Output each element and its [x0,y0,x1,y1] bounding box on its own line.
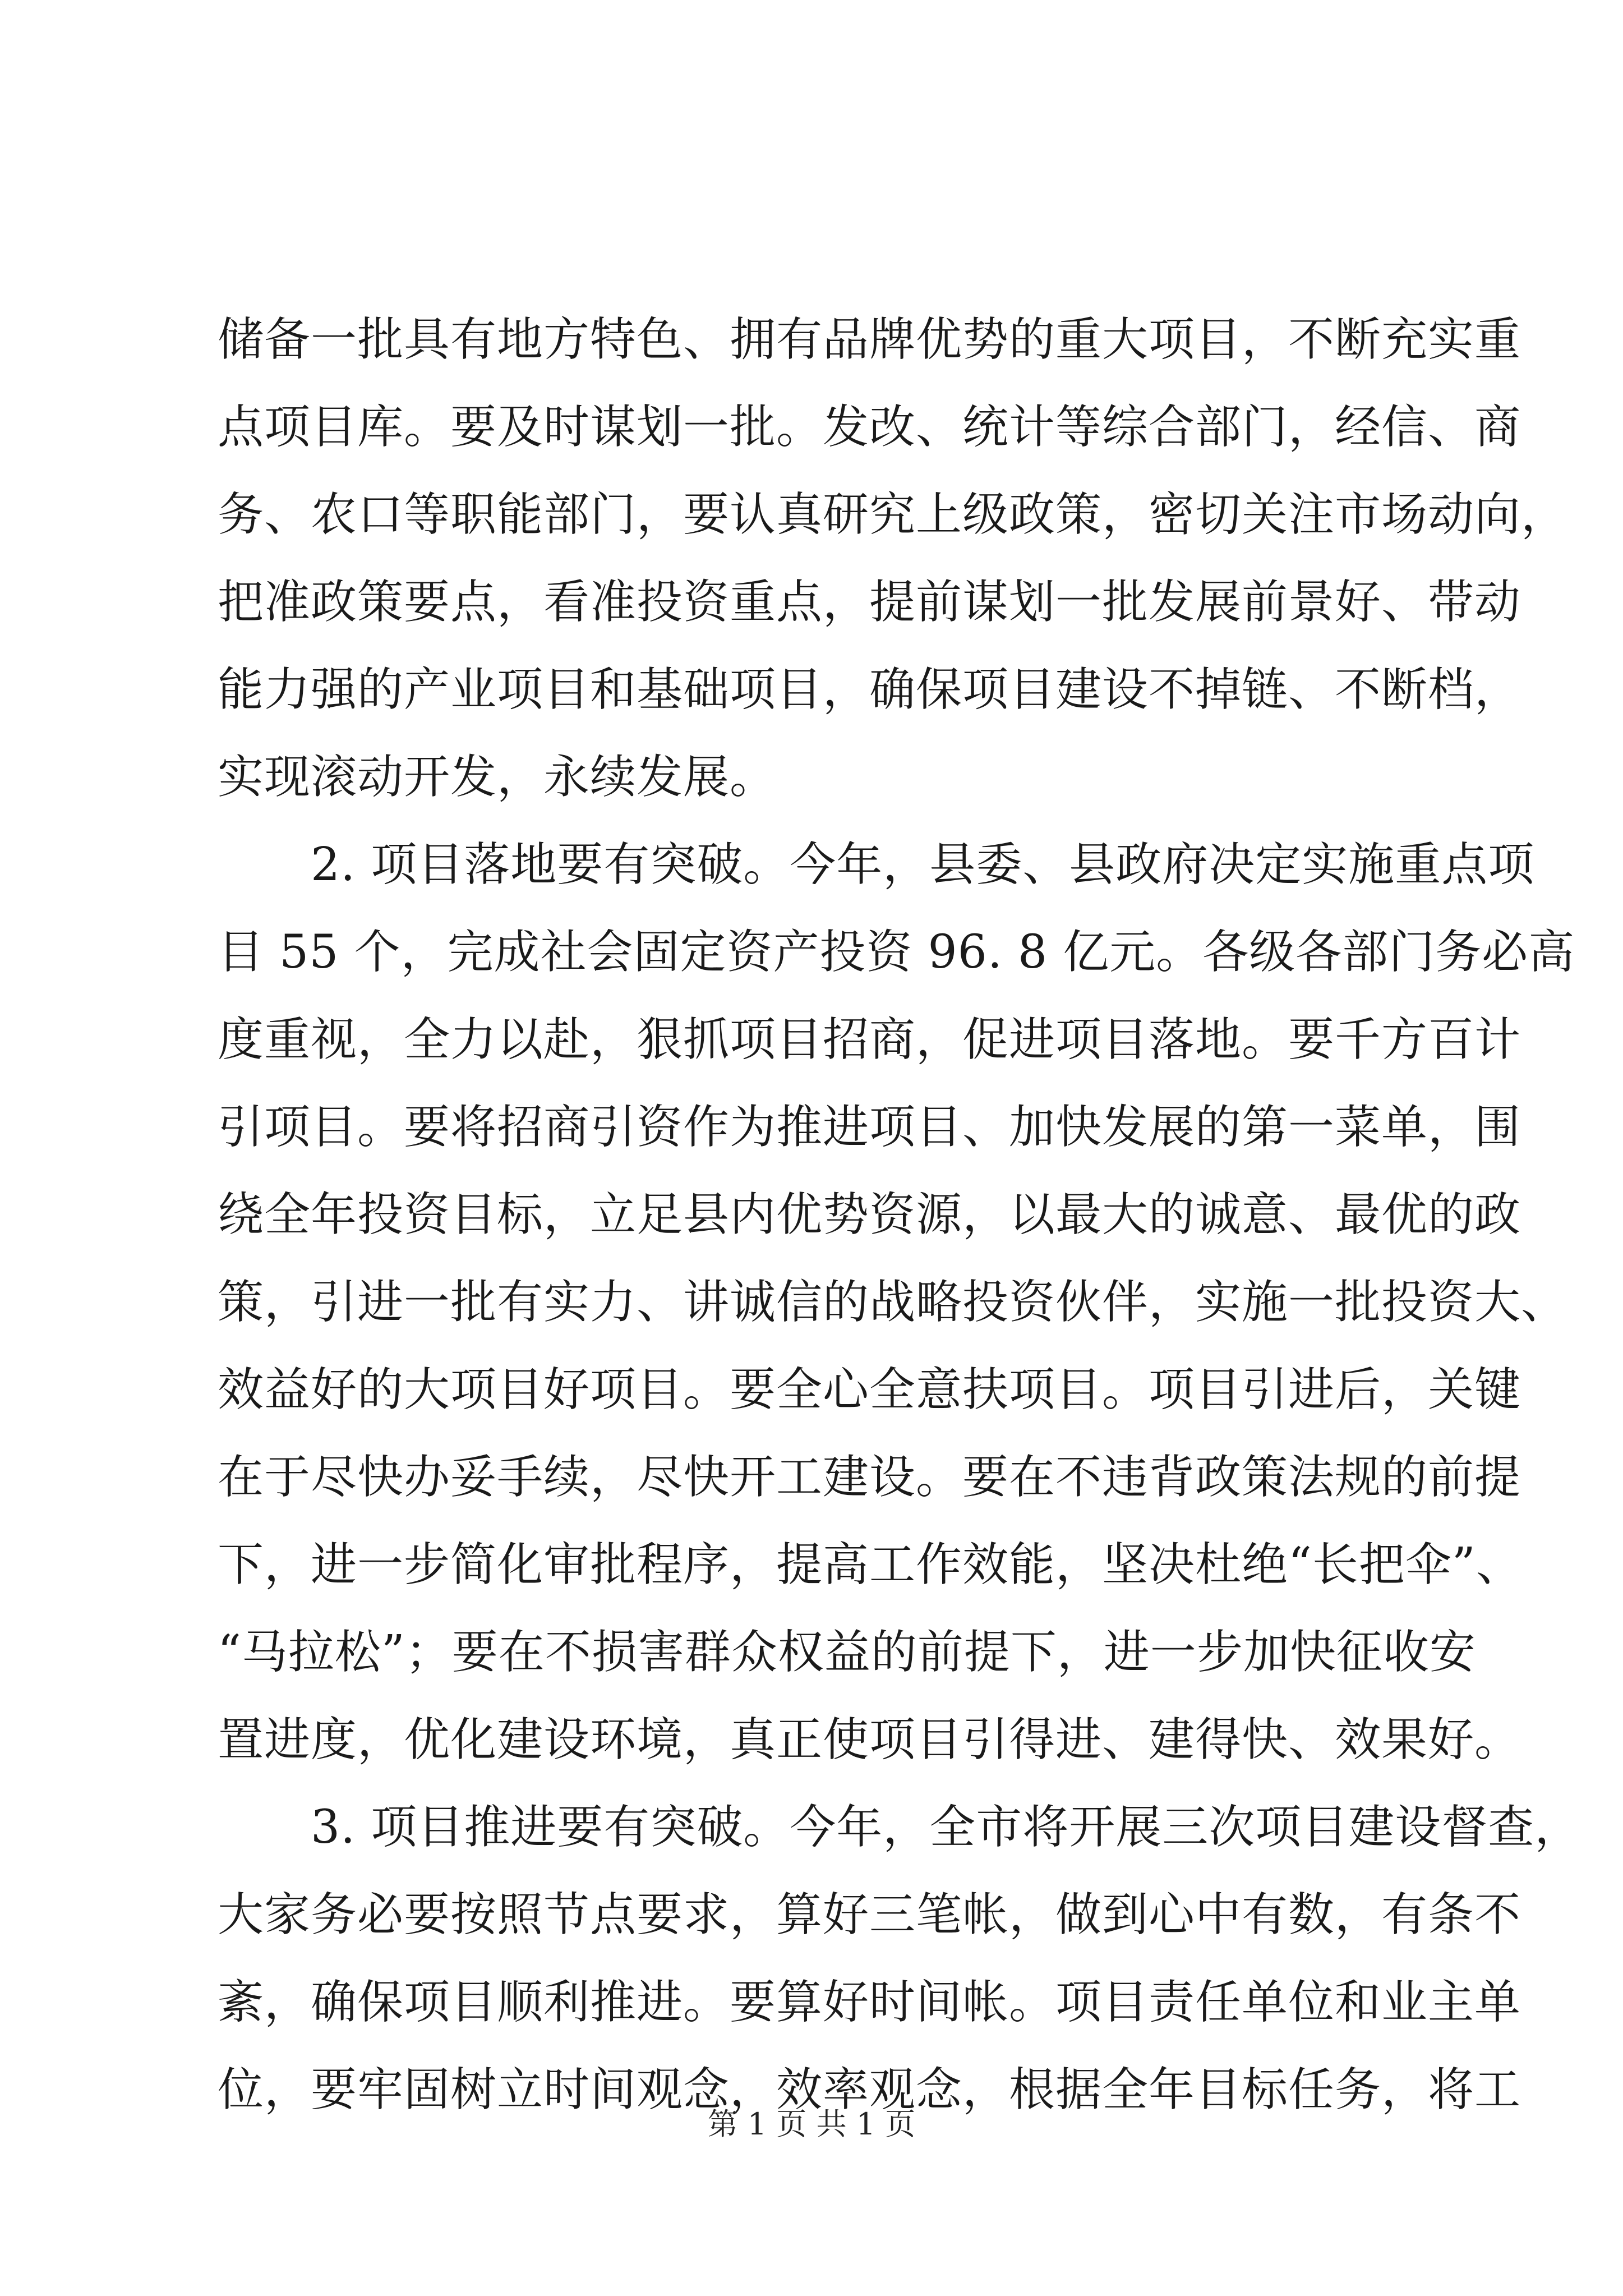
text-line: 大家务必要按照节点要求，算好三笔帐，做到心中有数，有条不 [218,1888,1521,1941]
text-line: 在于尽快办妥手续，尽快开工建设。要在不违背政策法规的前提 [218,1451,1521,1504]
text-line: 务、农口等职能部门，要认真研究上级政策，密切关注市场动向， [218,488,1568,541]
page-number-footer: 第 1 页 共 1 页 [707,2106,916,2142]
text-line: 策，引进一批有实力、讲诚信的战略投资伙伴，实施一批投资大、 [218,1276,1568,1329]
text-line: 储备一批具有地方特色、拥有品牌优势的重大项目，不断充实重 [218,313,1521,366]
text-line: 把准政策要点，看准投资重点，提前谋划一批发展前景好、带动 [218,576,1521,629]
text-line: 绕全年投资目标，立足县内优势资源，以最大的诚意、最优的政 [218,1188,1521,1241]
text-line: 目 55 个，完成社会固定资产投资 96. 8 亿元。各级各部门务必高 [218,926,1575,979]
text-line: 度重视，全力以赴，狠抓项目招商，促进项目落地。要千方百计 [218,1013,1521,1066]
text-line: 点项目库。要及时谋划一批。发改、统计等综合部门，经信、商 [218,401,1521,454]
text-line: 位，要牢固树立时间观念，效率观念，根据全年目标任务，将工 [218,2063,1521,2116]
text-line: 3. 项目推进要有突破。今年，全市将开展三次项目建设督查， [311,1801,1581,1854]
document-body [218,296,1581,2134]
text-line: “马拉松”；要在不损害群众权益的前提下，进一步加快征收安 [218,1626,1476,1679]
text-line: 引项目。要将招商引资作为推进项目、加快发展的第一菜单，围 [218,1101,1521,1154]
text-line: 紊，确保项目顺利推进。要算好时间帐。项目责任单位和业主单 [218,1976,1521,2029]
text-line: 下，进一步简化审批程序，提高工作效能，坚决杜绝“长把伞”、 [218,1538,1523,1591]
text-line: 置进度，优化建设环境，真正使项目引得进、建得快、效果好。 [218,1713,1521,1766]
text-line: 2. 项目落地要有突破。今年，县委、县政府决定实施重点项 [311,838,1535,891]
text-line: 能力强的产业项目和基础项目，确保项目建设不掉链、不断档， [218,663,1521,716]
text-line: 效益好的大项目好项目。要全心全意扶项目。项目引进后，关键 [218,1363,1521,1416]
text-line: 实现滚动开发，永续发展。 [218,751,777,804]
